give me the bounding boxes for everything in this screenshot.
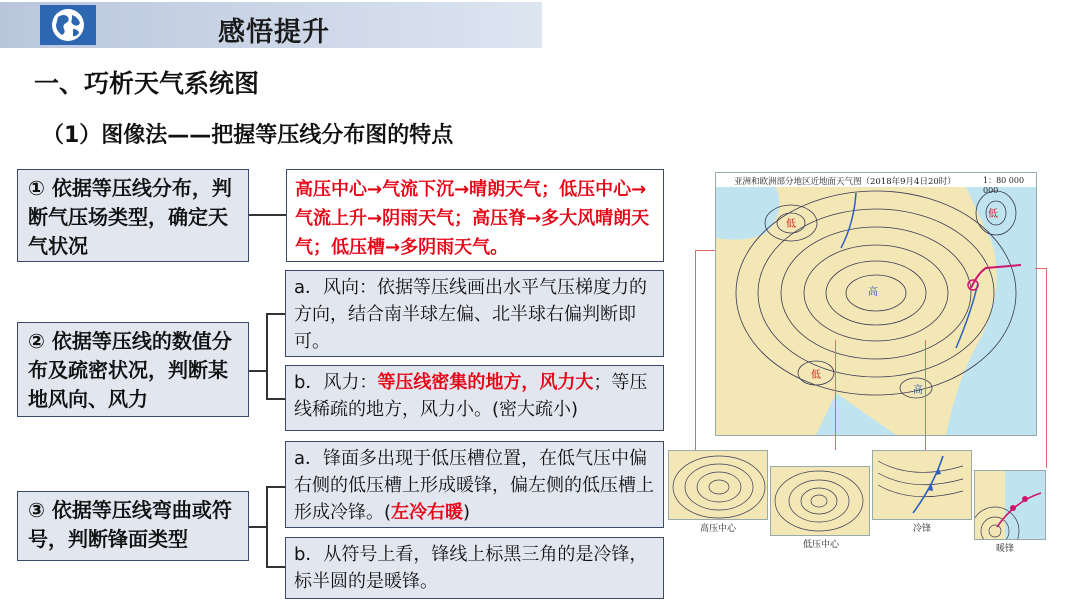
- guide-line-3: [835, 340, 836, 450]
- header-bar: [0, 2, 542, 48]
- map-mark-low-2: 低: [988, 209, 998, 220]
- thumb-caption-warm: 暖锋: [996, 544, 1015, 554]
- thumb-warm-front: [974, 470, 1046, 540]
- guide-line-2: [695, 250, 696, 450]
- thumb-low-center: [770, 466, 870, 536]
- thumb-caption-cold: 冷锋: [913, 524, 932, 534]
- item-1-detail: 高压中心→气流下沉→晴朗天气；低压中心→气流上升→阴雨天气；高压脊→多大风晴朗天气；低压槽→多阴雨天气。: [286, 169, 664, 262]
- connector-1: [249, 214, 286, 216]
- map-title: 亚洲和欧洲部分地区近地面天气图（2018年9月4日20时）: [734, 177, 956, 187]
- thumb-low-center-graphic: [771, 467, 869, 535]
- thumb-high-center-graphic: [669, 451, 767, 519]
- thumb-caption-low: 低压中心: [803, 540, 840, 550]
- item-2-label: ② 依据等压线的数值分布及疏密状况，判断某地风向、风力: [17, 322, 249, 417]
- item-3a-prefix: a．锋面多出现于低压槽位置，在低气压中偏右侧的低压槽上形成暖锋，偏左侧的低压槽上形成冷锋。(: [294, 448, 654, 523]
- header-title: 感悟提升: [218, 17, 330, 48]
- thumb-high-center: [668, 450, 768, 520]
- connector-2-vertical: [266, 313, 268, 399]
- item-2a-detail: a．风向：依据等压线画出水平气压梯度力的方向，结合南半球左偏、北半球右偏判断即可。: [285, 270, 664, 357]
- connector-2a: [266, 313, 286, 315]
- connector-3b: [266, 566, 286, 568]
- item-3-label: ③ 依据等压线弯曲或符号，判断锋面类型: [17, 491, 249, 561]
- connector-2: [249, 370, 266, 372]
- map-mark-high-1: 高: [868, 287, 878, 298]
- connector-3a: [266, 486, 286, 488]
- item-3a-detail: [285, 441, 664, 528]
- item-2b-detail: [285, 365, 664, 431]
- connector-2b: [266, 398, 286, 400]
- thumb-cold-front: [872, 450, 972, 520]
- section-title: 一、巧析天气系统图: [34, 69, 260, 98]
- item-3b-detail: b．从符号上看，锋线上标黑三角的是冷锋，标半圆的是暖锋。: [285, 537, 664, 599]
- map-mark-high-2: 高: [913, 385, 923, 396]
- item-1-label: ① 依据等压线分布，判断气压场类型，确定天气状况: [17, 169, 249, 262]
- map-scale: 1：80 000 000: [983, 176, 1025, 195]
- item-2b-prefix: b．风力：: [294, 372, 378, 393]
- connector-3: [249, 526, 266, 528]
- thumb-warm-front-graphic: [975, 471, 1045, 539]
- globe-icon: [40, 5, 96, 45]
- guide-line-5: [1035, 268, 1046, 269]
- subtitle: （1）图像法——把握等压线分布图的特点: [42, 123, 454, 148]
- connector-3-vertical: [266, 486, 268, 567]
- map-mark-low-3: 低: [811, 370, 821, 381]
- item-3a-highlight: 左冷右暖: [391, 502, 464, 523]
- item-3a-suffix: ): [463, 502, 471, 523]
- item-2b-suffix: ；等压线稀疏的地方，风力小。(密大疏小): [294, 372, 648, 420]
- guide-line-1: [695, 250, 715, 251]
- weather-map: [715, 172, 1037, 436]
- map-mark-low-1: 低: [786, 219, 796, 230]
- thumb-cold-front-graphic: [873, 451, 971, 519]
- item-2b-highlight: 等压线密集的地方，风力大: [377, 372, 594, 393]
- thumb-caption-high: 高压中心: [700, 524, 737, 534]
- guide-line-4: [925, 340, 926, 450]
- guide-line-6: [1046, 268, 1047, 468]
